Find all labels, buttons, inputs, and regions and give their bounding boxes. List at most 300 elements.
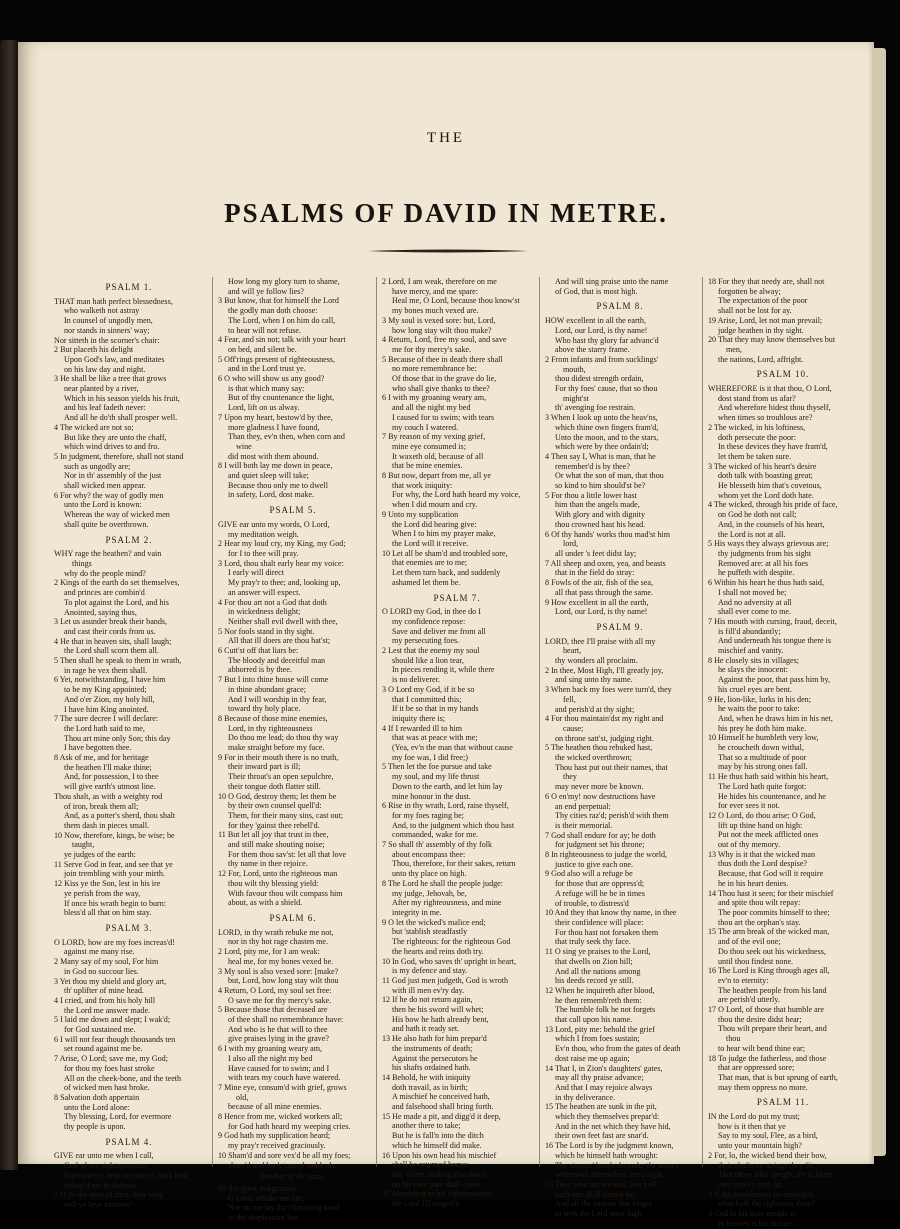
verse-line: 2 From infants and from sucklings' — [545, 354, 659, 364]
verse-line: With favour thou wilt compass him — [228, 888, 343, 898]
verse-line: For why, the Lord hath heard my voice, — [392, 490, 521, 500]
verse-line: 10 Let all be sham'd and troubled sore, — [382, 548, 508, 558]
verse-line: of God, that is most high. — [555, 286, 638, 296]
verse-line: But he is fall'n into the ditch — [392, 1131, 484, 1141]
verse-line: LORD, thee I'll praise with all my — [545, 636, 656, 646]
verse-line: will give earth's utmost line. — [64, 782, 156, 792]
verse-line: is fill'd abundantly; — [718, 626, 781, 636]
verse-line: He hides his countenance, and he — [718, 791, 826, 801]
verse-line: he puffeth with despite. — [718, 568, 795, 578]
verse-line: my bones much vexed are. — [392, 306, 479, 316]
verse-line: near planted by a river, — [64, 384, 139, 394]
book-page — [18, 42, 874, 1228]
verse-line: Thy blessing, Lord, for evermore — [64, 1112, 172, 1122]
verse-line: taught, — [72, 840, 95, 850]
verse-line: the nations, Lord, affright. — [718, 354, 804, 364]
verse-line: 10 Now, therefore, kings, be wise; be — [54, 830, 175, 840]
verse-line: thou wilt thy blessing yield: — [228, 878, 319, 888]
verse-line: And, for possession, I to thee — [64, 772, 159, 782]
verse-line: may all thy praise advance; — [555, 1073, 644, 1083]
verse-line: shall ever come to me. — [718, 607, 792, 617]
verse-line: shall quite be overthrown. — [64, 519, 149, 529]
verse-line: but 'stablish steadfastly — [392, 927, 468, 937]
verse-line: 7 Mine eye, consum'd with grief, grows — [218, 1082, 347, 1092]
verse-line: and his leaf fadeth never: — [64, 403, 146, 413]
verse-line: 6 Cutt'st off that liars be: — [218, 646, 299, 656]
verse-line: 8 Ask of me, and for heritage — [54, 753, 149, 763]
verse-line: Lord, our Lord, is thy name! — [555, 325, 648, 335]
verse-line: All on the cheek-bone, and the teeth — [64, 1073, 182, 1083]
verse-line: 4 He that in heaven sits, shall laugh; — [54, 636, 172, 646]
verse-line: abhorred is by thee. — [228, 665, 292, 675]
verse-line: Thou wilt prepare their heart, and — [718, 1024, 827, 1034]
verse-line: but, Lord, how long stay wilt thou — [228, 976, 339, 986]
verse-line: O LORD my God, in thee do I — [382, 607, 481, 617]
verse-line: Neither shall evil dwell with thee, — [228, 616, 338, 626]
verse-line: Them, for their many sins, cast out; — [228, 810, 344, 820]
verse-line: 5 Because those that deceased are — [218, 1005, 328, 1015]
verse-line: In pieces rending it, while there — [392, 665, 495, 675]
verse-line: they privily may hit. — [718, 1179, 785, 1189]
verse-line: 7 Upon my heart, bestow'd by thee, — [218, 412, 333, 422]
section-subtitle: Another of the same. — [259, 1172, 327, 1182]
verse-line: remember'd is by thee? — [555, 461, 630, 471]
psalm-heading: PSALM 1. — [105, 282, 153, 292]
verse-line: I also all the night my bed — [228, 1053, 313, 1063]
column-rule — [376, 277, 377, 1167]
verse-line: an answer will expect. — [228, 587, 301, 597]
verse-line: the Lord shall scorn them all. — [64, 646, 159, 656]
verse-line: And underneath his tongue there is — [718, 636, 832, 646]
verse-line: In counsel of ungodly men, — [64, 316, 153, 326]
verse-line: each one shall turned be; — [555, 1189, 636, 1199]
verse-line: why do the people mind? — [64, 568, 146, 578]
verse-line: and hath it ready set. — [392, 1024, 460, 1034]
verse-line: The bloody and deceitful man — [228, 655, 326, 665]
verse-line: for those that are oppress'd; — [555, 879, 645, 889]
verse-line: toward thy holy place. — [228, 704, 301, 714]
verse-line: thy people is upon. — [64, 1122, 126, 1132]
verse-line: LORD, in thy wrath rebuke me not, — [218, 927, 334, 937]
verse-line: 4 I cried, and from his holy hill — [54, 995, 156, 1005]
verse-line: which he himself hath wrought: — [555, 1150, 658, 1160]
verse-line: forgotten be alway; — [718, 286, 781, 296]
verse-line: If it be so that in my hands — [392, 704, 479, 714]
verse-line: My pray'r to thee; and, looking up, — [228, 578, 341, 588]
verse-line: The expectation of the poor — [718, 296, 808, 306]
verse-line: 2 Lord, pity me, for I am weak: — [218, 947, 320, 957]
verse-line: And, to the judgment which thou hast — [392, 820, 515, 830]
page-title: PSALMS OF DAVID IN METRE. — [224, 198, 668, 228]
verse-line: 3 My soul is vexed sore: but, Lord, — [382, 315, 496, 325]
verse-line: on God he doth not call; — [718, 510, 797, 520]
verse-line: 10 O God, destroy them; let them be — [218, 791, 337, 801]
verse-line: The Lord hath quite forgot: — [718, 781, 807, 791]
verse-line: 5 For thou a little lower hast — [545, 490, 637, 500]
verse-line: make straight before my face. — [228, 743, 325, 753]
verse-line: 15 The arm break of the wicked man, — [708, 927, 830, 937]
verse-line: their own feet fast are snar'd. — [555, 1131, 649, 1141]
verse-line: Let them turn back, and suddenly — [392, 568, 501, 578]
verse-line: 15 The heathen are sunk in the pit, — [545, 1102, 657, 1112]
verse-line: for they 'gainst thee rebell'd. — [228, 820, 320, 830]
verse-line: In these devices they have fram'd, — [718, 442, 828, 452]
verse-line: 12 O Lord, do thou arise; O God, — [708, 810, 816, 820]
verse-line: 3 When I look up unto the heav'ns, — [545, 413, 658, 423]
verse-line: for thou my foes hast stroke — [64, 1063, 155, 1073]
verse-line: 13 Lord, pity me: behold the grief — [545, 1024, 655, 1034]
verse-line: unto thy place on high. — [392, 869, 467, 879]
verse-line: and falsehood shall bring forth. — [392, 1102, 494, 1112]
column-rule — [702, 277, 703, 1167]
verse-line: and perish'd at thy sight; — [555, 704, 635, 714]
verse-line: 4 God in his holy temple is, — [708, 1209, 798, 1219]
verse-line: in thine abundant grace; — [228, 684, 306, 694]
verse-line: ye judges of the earth: — [64, 850, 136, 860]
verse-line: 4 The wicked are not so; — [54, 422, 134, 432]
verse-line: 3 The wicked of his heart's desire — [708, 461, 817, 471]
verse-line: 7 Arise, O Lord; save me, my God; — [54, 1054, 168, 1064]
verse-line: Thou hast put out their names, that — [555, 762, 668, 772]
verse-line: my persecuting foes. — [392, 636, 460, 646]
text-column-3 — [382, 277, 532, 1209]
verse-line: Their throat's an open sepulchre, — [228, 772, 334, 782]
verse-line: 6 I with my groaning weary am, — [382, 393, 487, 403]
verse-line: thy wonders all proclaim. — [555, 656, 638, 666]
verse-line: may them oppress no more. — [718, 1082, 808, 1092]
verse-line: 11 God just men judgeth, God is wroth — [382, 975, 509, 985]
verse-line: that truly seek thy face. — [555, 937, 631, 947]
verse-line: with tears my couch have watered. — [228, 1073, 341, 1083]
verse-line: 5 Off'rings present of righteousness, — [218, 354, 336, 364]
verse-line: heal me, for my bones vexed be. — [228, 956, 334, 966]
verse-line: God of my righteousness: — [64, 1161, 148, 1171]
verse-line: 12 Kiss ye the Son, lest in his ire — [54, 879, 161, 889]
verse-line: 14 Behold, he with iniquity — [382, 1072, 471, 1082]
verse-line: And all he do'th shall prosper well. — [64, 413, 178, 423]
verse-line: shall wicked men appear. — [64, 481, 146, 491]
verse-line: how long stay wilt thou make? — [392, 325, 492, 335]
verse-line: for judgment set his throne; — [555, 840, 645, 850]
verse-line: Have caused for to swim; and I — [228, 1063, 330, 1073]
verse-line: The heathen people from his land — [718, 985, 827, 995]
verse-line: Thou shalt, as with a weighty rod — [54, 791, 163, 801]
verse-line: HOW excellent in all the earth, — [545, 316, 646, 326]
verse-line: he croucheth down withal, — [718, 743, 804, 753]
verse-line: 4 If I rewarded ill to him — [382, 723, 463, 733]
verse-line: 7 So shall th' assembly of thy folk — [382, 840, 493, 850]
verse-line: dost stand from us afar? — [718, 393, 796, 403]
verse-line: Lord, lift on us alway. — [228, 403, 300, 413]
verse-line: and will ye follow lies? — [228, 286, 304, 296]
verse-line: Removed are: at all his foes — [718, 558, 809, 568]
verse-line: their tongue doth flatter still. — [228, 781, 321, 791]
verse-line: 5 In judgment, therefore, shall not stand — [54, 451, 184, 461]
verse-line: 11 But let all joy that trust in thee, — [218, 830, 329, 840]
verse-line: And who is he that will to thee — [228, 1024, 328, 1034]
text-column-2 — [218, 277, 368, 1223]
verse-line: give praises lying in the grave? — [228, 1034, 329, 1044]
verse-line: Ev'n thou, who from the gates of death — [555, 1044, 681, 1054]
verse-line: And wherefore hidest thou thyself, — [718, 403, 831, 413]
verse-line: may never more be known. — [555, 782, 644, 792]
verse-line: wherewith themselves are caught. — [555, 1170, 665, 1180]
verse-line: GIVE ear unto me when I call, — [54, 1151, 154, 1161]
page-edges — [872, 48, 886, 1156]
verse-line: Do thou me lead; do thou thy way — [228, 733, 339, 743]
verse-line: 4 Fear, and sin not; talk with your heart — [218, 335, 346, 345]
verse-line: thy judgments from his sight — [718, 548, 812, 558]
verse-line: Put not the meek afflicted ones — [718, 830, 819, 840]
verse-line: I caused for to swim; with tears — [392, 412, 495, 422]
verse-line: But of thy countenance the light, — [228, 393, 335, 403]
verse-line: heart, — [563, 646, 582, 656]
verse-line: whom yet the Lord doth hate. — [718, 490, 814, 500]
verse-line: my pray'r received graciously. — [228, 1141, 326, 1151]
verse-line: That man, that is but sprung of earth, — [718, 1072, 838, 1082]
verse-line: he then rememb'reth them: — [555, 995, 642, 1005]
verse-line: 7 But I into thine house will come — [218, 675, 329, 685]
verse-line: is that which many say: — [228, 383, 305, 393]
verse-line: 3 Lord, thou shalt early hear my voice: — [218, 558, 344, 568]
verse-line: 12 When he inquireth after blood, — [545, 985, 655, 995]
verse-line: about encompass thee: — [392, 849, 466, 859]
verse-line: justice to give each one. — [555, 859, 633, 869]
verse-line: (Yea, ev'n the man that without cause — [392, 743, 513, 753]
verse-line: unto your mountain high? — [718, 1141, 802, 1151]
verse-line: integrity in me. — [392, 908, 442, 917]
verse-line: that be mine enemies. — [392, 461, 463, 471]
verse-line: 6 Yet, notwithstanding, I have him — [54, 675, 166, 685]
psalm-heading: PSALM 11. — [756, 1097, 810, 1108]
verse-line: 10 Himself he humbleth very low, — [708, 733, 819, 743]
psalm-heading: PSALM 3. — [105, 923, 153, 933]
verse-line: Have mercy, hear my pray'r; thou hast — [64, 1170, 188, 1180]
verse-line: bless'd all that on him stay. — [64, 908, 152, 918]
verse-line: 5 The heathen thou rebuked hast, — [545, 743, 653, 753]
verse-line: 9 How excellent in all the earth, — [545, 597, 649, 607]
verse-line: that I committed this; — [392, 694, 462, 704]
verse-line: and spite thou wilt repay: — [718, 898, 801, 908]
verse-line: For thy foes' cause, that so thou — [555, 384, 658, 394]
verse-line: When I to him my prayer make, — [392, 529, 496, 539]
psalm-heading: PSALM 8. — [596, 301, 644, 312]
verse-line: 8 Hence from me, wicked workers all; — [218, 1112, 343, 1122]
verse-line: will ye love vanities? — [64, 1199, 134, 1209]
verse-line: such as ungodly are; — [64, 461, 131, 471]
verse-line: they — [563, 772, 577, 782]
verse-line: my confidence repose: — [392, 616, 466, 626]
verse-line: 5 Nor fools stand in thy sight. — [218, 626, 315, 636]
verse-line: 2 O ye the sons of men, how long — [54, 1190, 164, 1200]
psalm-heading: PSALM 9. — [596, 621, 644, 632]
verse-line: and sing unto thy name. — [555, 675, 633, 685]
header-the: THE — [426, 130, 466, 146]
verse-line: 20 That they may know themselves but — [708, 335, 836, 345]
verse-line: And o'er Zion, my holy hill, — [64, 694, 155, 704]
verse-line: for God hath heard my weeping cries. — [228, 1121, 351, 1131]
verse-line: are perish'd utterly. — [718, 995, 780, 1005]
verse-line: th' avenging foe restrain. — [555, 403, 636, 413]
verse-line: 2 But placeth his delight — [54, 345, 134, 355]
verse-line: him than the angels made, — [555, 500, 640, 510]
verse-line: judge heathen in thy sight. — [718, 325, 804, 335]
verse-line: enlarg'd me in distress. — [64, 1180, 139, 1190]
verse-line: And, as a potter's sherd, thou shalt — [64, 811, 176, 821]
verse-line: is their memorial. — [555, 820, 613, 830]
verse-line: to hear wilt bend thine ear; — [718, 1043, 805, 1053]
verse-line: 12 If he do not return again, — [382, 995, 473, 1005]
verse-line: above the starry frame. — [555, 345, 630, 355]
verse-line: 2 For, lo, the wicked bend their bow, — [708, 1150, 827, 1160]
verse-line: 19 Arise, Lord, let not man prevail; — [708, 315, 823, 325]
verse-line: fell, — [563, 694, 576, 704]
psalm-heading: PSALM 10. — [756, 369, 810, 380]
verse-line: O save me for thy mercy's sake. — [228, 995, 332, 1005]
verse-line: set round against me be. — [64, 1044, 143, 1054]
verse-line: 13 Why is it that the wicked man — [708, 849, 816, 859]
verse-line: IN thy great indignation, — [218, 1183, 299, 1193]
verse-line: Of those that in the grave do lie, — [392, 374, 497, 384]
verse-line: And no adversity at all — [718, 597, 792, 607]
verse-line: may by his strong ones fall. — [718, 762, 808, 772]
verse-line: 8 Because of those mine enemies, — [218, 713, 328, 723]
verse-line: thus doth the Lord despise? — [718, 859, 808, 869]
verse-line: to seek the Lord most high. — [555, 1209, 644, 1219]
verse-line: 14 That I, in Zion's daughters' gates, — [545, 1063, 663, 1073]
verse-line: Nor in th' assembly of the just — [64, 471, 162, 481]
verse-line: And that I may rejoice always — [555, 1082, 653, 1092]
verse-line: thou didest strength ordain, — [555, 374, 644, 384]
verse-line: thou art the orphan's stay. — [718, 917, 801, 927]
verse-line: is my defence and stay. — [392, 966, 468, 976]
verse-line: 6 Of thy hands' works thou mad'st him — [545, 529, 670, 539]
verse-line: And I will worship in thy fear, — [228, 694, 327, 704]
verse-line: 15 He made a pit, and digg'd it deep, — [382, 1111, 501, 1121]
verse-line: Upon God's law, and meditates — [64, 354, 165, 364]
verse-line: To plot against the Lord, and his — [64, 597, 169, 607]
verse-line: Down to the earth, and let him lay — [392, 781, 503, 791]
verse-line: 6 O who will show us any good? — [218, 374, 325, 384]
verse-line: which thine own fingers fram'd, — [555, 422, 659, 432]
verse-line: 7 His mouth with cursing, fraud, deceit, — [708, 616, 837, 626]
verse-line: 17 They who are wicked, into hell — [545, 1179, 656, 1189]
verse-line: 4 The wicked, through his pride of face, — [708, 500, 838, 510]
verse-line: against me many rise. — [64, 947, 135, 957]
psalm-heading: PSALM 4. — [105, 1136, 153, 1147]
verse-line: their shafts on strings they fit, — [718, 1160, 815, 1170]
verse-line: IN the Lord do put my trust; — [708, 1112, 800, 1122]
verse-line: 9 He, lion-like, lurks in his den; — [708, 694, 811, 704]
verse-line: my soul, and my life thrust — [392, 772, 480, 782]
verse-line: And all the nations among — [555, 966, 641, 976]
verse-line: O Lord, rebuke me not; — [228, 1193, 305, 1203]
verse-line: did most with them abound. — [228, 451, 319, 461]
verse-line: 17 According to his righteousness — [382, 1189, 492, 1199]
verse-line: He blesseth him that's covetous, — [718, 481, 822, 491]
verse-line: another there to take; — [392, 1121, 461, 1131]
verse-line: the godly man doth choose: — [228, 306, 318, 316]
verse-line: For them thou sav'st: let all that love — [228, 849, 347, 859]
verse-line: I have him King anointed. — [64, 704, 149, 714]
verse-line: the hearts and reins doth try. — [392, 946, 484, 956]
text-column-4 — [545, 277, 695, 1219]
verse-line: 5 Then shall he speak to them in wrath, — [54, 656, 182, 666]
verse-line: and of the evil one; — [718, 937, 781, 947]
verse-line: which wind drives to and fro. — [64, 442, 160, 452]
verse-line: the heathen I'll make thine; — [64, 762, 152, 772]
verse-line: lord, — [563, 539, 579, 549]
verse-line: my couch I watered. — [392, 422, 459, 432]
verse-line: that enemies are to me; — [392, 558, 468, 568]
verse-line: let them be taken sure. — [718, 451, 792, 461]
verse-line: 2 Kings of the earth do set themselves, — [54, 578, 180, 588]
verse-line: 11 He thus hath said within his heart, — [708, 772, 829, 782]
verse-line: unto the Lord is known: — [64, 500, 142, 510]
title-ornament-rule — [368, 249, 528, 253]
verse-line: Which in his season yields his fruit, — [64, 393, 180, 403]
verse-line: the Lord will it receive. — [392, 538, 469, 548]
verse-line: Do thou seek out his wickedness, — [718, 946, 826, 956]
verse-line: for I to thee will pray. — [228, 548, 299, 558]
verse-line: I have begotten thee. — [64, 743, 132, 753]
verse-line: 7 The sure decree I will declare: — [54, 714, 159, 724]
verse-line: 2 Many say of my soul, For him — [54, 957, 159, 967]
verse-line: I shall not moved be; — [718, 587, 787, 597]
column-rule — [539, 277, 540, 1167]
verse-line: And all the nations that forget — [555, 1199, 652, 1209]
verse-line: the Lord hath said to me, — [64, 723, 145, 733]
verse-line: 2 Lord, I am weak, therefore on me — [382, 277, 497, 286]
verse-line: 3 My soul is also vexed sore: [make? — [218, 966, 339, 976]
verse-line: 3 Let us asunder break their bands, — [54, 617, 168, 627]
verse-line: 16 Upon his own head his mischief — [382, 1150, 497, 1160]
verse-line: And, in the counsels of his heart, — [718, 519, 825, 529]
verse-line: 7 All sheep and oxen, yea, and beasts — [545, 558, 666, 568]
column-rule — [212, 277, 213, 1167]
verse-line: mischief and vanity. — [718, 646, 784, 656]
verse-line: which they themselves prepar'd: — [555, 1112, 660, 1122]
verse-line: The righteous: for the righteous God — [392, 937, 511, 947]
verse-line: dost raise me up again; — [555, 1053, 630, 1063]
verse-line: Because, that God will it require — [718, 869, 824, 879]
verse-line: he in his heart denies. — [718, 878, 789, 888]
verse-line: Unto the moon, and to the stars, — [555, 432, 659, 442]
verse-line: that was at peace with me; — [392, 733, 478, 743]
verse-line: more gladness I have found, — [228, 422, 320, 432]
verse-line: 5 I laid me down and slept; I wak'd; — [54, 1015, 171, 1025]
verse-line: cause; — [563, 723, 584, 733]
verse-line: how is it then that ye — [718, 1121, 786, 1131]
verse-line: sham'd and back turned suddenly. — [228, 1160, 338, 1170]
verse-line: he waits the poor to take: — [718, 704, 800, 714]
verse-line: Thou, therefore, for their sakes, return — [392, 859, 516, 869]
verse-line: 8 In righteousness to judge the world, — [545, 850, 668, 860]
verse-line: Nor sitteth in the scorner's chair: — [54, 335, 160, 345]
verse-line: Lord, our Lord, is thy name! — [555, 607, 648, 617]
verse-line: thou crowned hast his head. — [555, 519, 646, 529]
verse-line: until thou findest none. — [718, 956, 794, 966]
verse-line: of iron, break them all; — [64, 801, 139, 811]
verse-line: mine honour in the dust. — [392, 791, 471, 801]
verse-line: The sinners' hands do make the snares — [555, 1160, 679, 1170]
verse-line: The poor commits himself to thee; — [718, 908, 830, 917]
verse-line: which were by thee ordain'd; — [555, 442, 649, 452]
verse-line: 6 I with my groaning weary am, — [218, 1044, 323, 1054]
verse-line: 3 Yet thou my shield and glory art, — [54, 976, 167, 986]
verse-line: 6 O en'my! now destructions have — [545, 791, 656, 801]
verse-line: no more remembrance be: — [392, 364, 477, 374]
